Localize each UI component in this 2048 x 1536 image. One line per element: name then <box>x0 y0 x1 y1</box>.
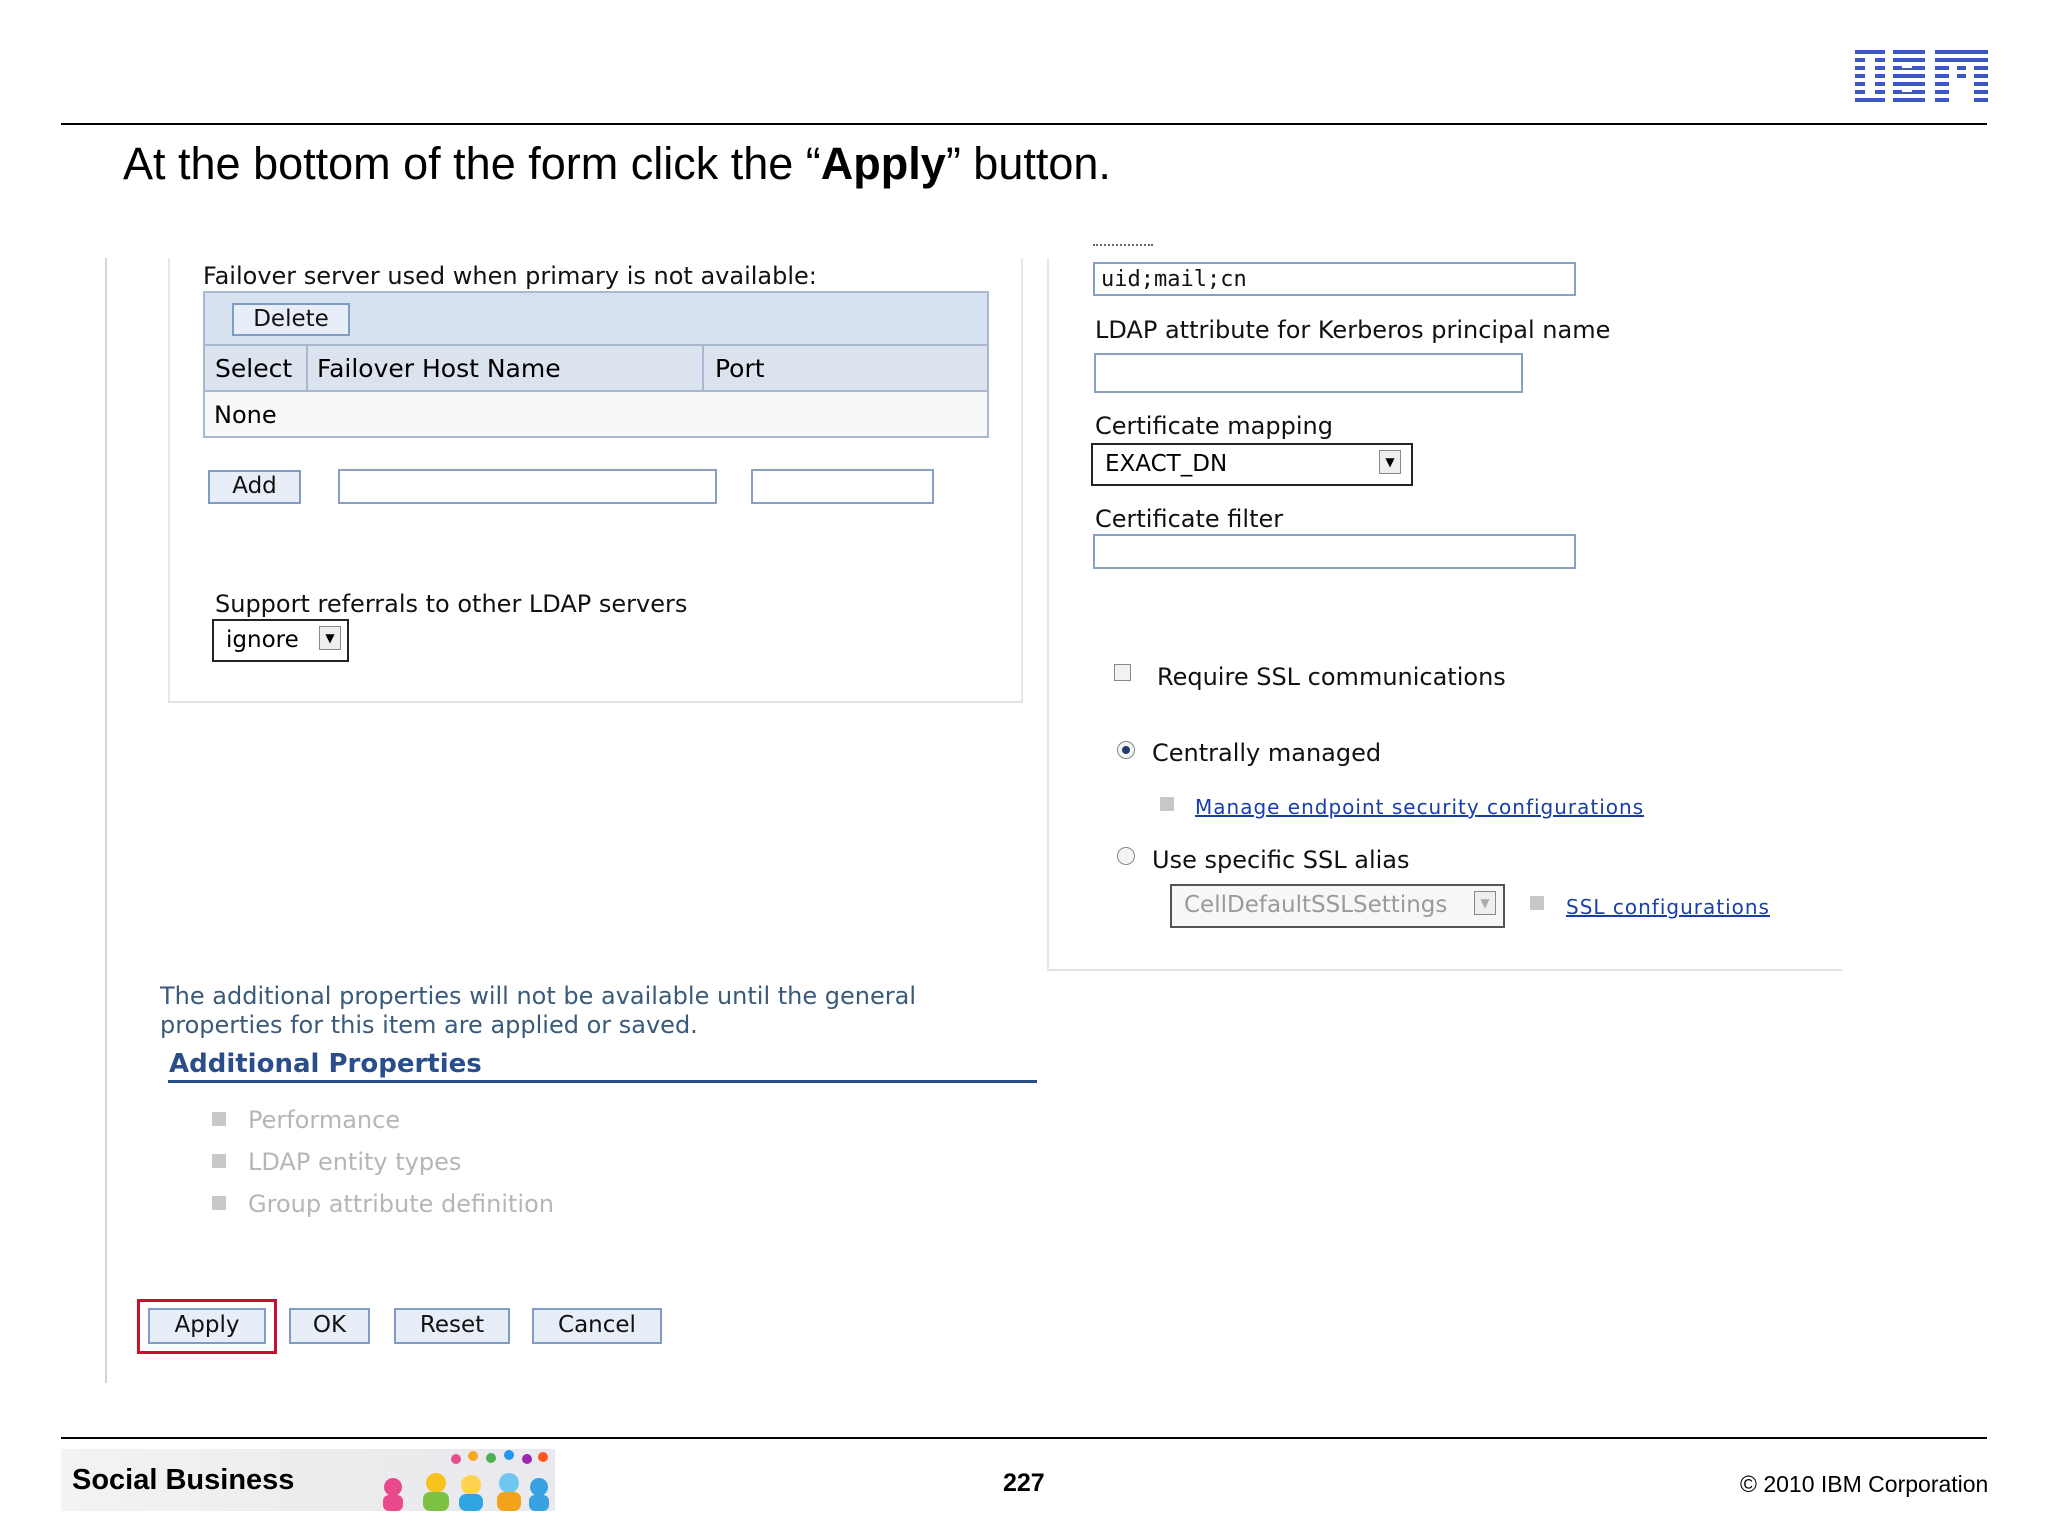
column-separator <box>702 346 704 390</box>
referrals-select[interactable] <box>212 619 349 662</box>
additional-properties-title: Additional Properties <box>169 1049 482 1079</box>
apply-note <box>160 982 1040 1040</box>
chevron-down-icon[interactable]: ▼ <box>1379 450 1401 474</box>
add-button[interactable]: Add <box>208 470 301 504</box>
additional-property-group-attr: Group attribute definition <box>248 1190 554 1218</box>
require-ssl-checkbox[interactable] <box>1114 664 1131 681</box>
cert-mapping-select[interactable] <box>1091 443 1413 486</box>
people-illustration-icon <box>361 1449 555 1511</box>
panel-left-border <box>105 258 107 1383</box>
kerberos-label: LDAP attribute for Kerberos principal name <box>1095 316 1611 344</box>
list-bullet-icon <box>212 1154 226 1168</box>
additional-property-performance: Performance <box>248 1106 401 1134</box>
header-rule <box>61 123 1987 125</box>
manage-endpoint-link[interactable]: Manage endpoint security configurations <box>1195 795 1645 819</box>
link-bullet-icon <box>1530 896 1544 910</box>
page-number: 227 <box>1003 1469 1045 1497</box>
apply-note-line-1: The additional properties will not be available until the general <box>160 982 916 1010</box>
apply-button[interactable]: Apply <box>148 1308 266 1344</box>
social-business-text: Social Business <box>72 1464 295 1496</box>
cert-mapping-value: EXACT_DN <box>1105 451 1228 477</box>
instruction-bold: Apply <box>820 138 946 189</box>
column-header-port[interactable]: Port <box>715 354 765 383</box>
referrals-value: ignore <box>226 627 299 653</box>
cert-mapping-label: Certificate mapping <box>1095 412 1333 440</box>
cancel-button[interactable]: Cancel <box>532 1308 662 1344</box>
kerberos-input[interactable] <box>1094 353 1523 393</box>
centrally-managed-radio[interactable] <box>1117 741 1135 759</box>
column-header-select[interactable]: Select <box>215 354 293 383</box>
column-header-host[interactable]: Failover Host Name <box>317 354 561 383</box>
additional-properties-rule <box>168 1080 1037 1083</box>
link-bullet-icon <box>1160 797 1174 811</box>
right-section-bottom-border <box>1047 969 1842 971</box>
social-business-banner <box>61 1449 555 1511</box>
reset-button[interactable]: Reset <box>394 1308 510 1344</box>
specific-alias-radio[interactable] <box>1117 847 1135 865</box>
delete-button[interactable]: Delete <box>232 303 350 336</box>
copyright-text: © 2010 IBM Corporation <box>1740 1471 1989 1497</box>
ssl-config-link[interactable]: SSL configurations <box>1566 895 1770 919</box>
chevron-down-icon[interactable]: ▼ <box>319 626 341 650</box>
column-separator <box>306 346 308 390</box>
instruction-suffix: ” button. <box>945 138 1111 189</box>
right-section-border <box>1047 258 1049 971</box>
cert-filter-input[interactable] <box>1093 534 1576 569</box>
failover-host-input[interactable] <box>338 469 717 504</box>
require-ssl-label: Require SSL communications <box>1157 663 1506 691</box>
apply-note-line-2: properties for this item are applied or saved. <box>160 1011 698 1039</box>
left-section-border <box>168 258 170 703</box>
failover-port-input[interactable] <box>751 469 934 504</box>
ssl-alias-select[interactable] <box>1170 884 1505 928</box>
failover-label: Failover server used when primary is not available: <box>203 262 817 290</box>
additional-property-entity-types: LDAP entity types <box>248 1148 462 1176</box>
ok-button[interactable]: OK <box>289 1308 370 1344</box>
list-bullet-icon <box>212 1196 226 1210</box>
instruction-text <box>123 138 1111 190</box>
truncated-label <box>1093 244 1153 252</box>
specific-alias-label: Use specific SSL alias <box>1152 846 1410 874</box>
chevron-down-icon[interactable]: ▼ <box>1474 891 1496 915</box>
referrals-label: Support referrals to other LDAP servers <box>215 590 688 618</box>
ssl-alias-value: CellDefaultSSLSettings <box>1184 892 1448 918</box>
table-empty-row: None <box>214 401 277 429</box>
table-header <box>205 346 987 392</box>
cert-filter-label: Certificate filter <box>1095 505 1284 533</box>
ibm-logo <box>1855 50 1988 106</box>
user-filter-attr-input[interactable]: uid;mail;cn <box>1093 262 1576 296</box>
instruction-prefix: At the bottom of the form click the “ <box>123 138 821 189</box>
footer-rule <box>61 1437 1987 1439</box>
list-bullet-icon <box>212 1112 226 1126</box>
left-section-bottom-border <box>168 701 1023 703</box>
failover-table <box>203 291 989 438</box>
left-section-right-border <box>1021 258 1023 703</box>
centrally-managed-label: Centrally managed <box>1152 739 1382 767</box>
